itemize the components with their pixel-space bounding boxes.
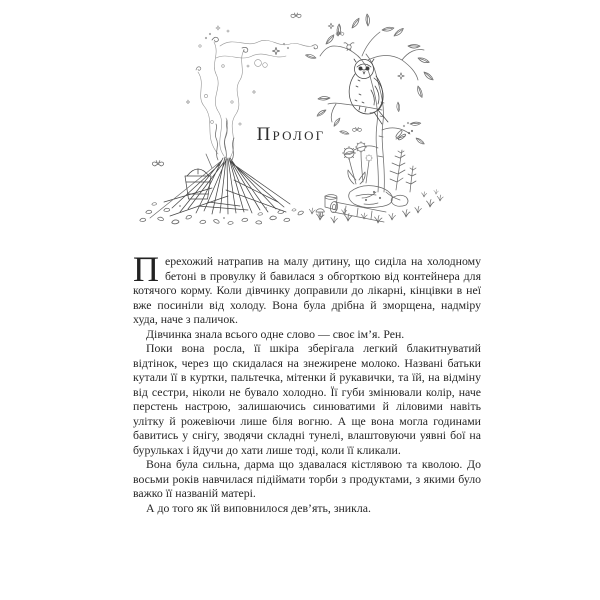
body-paragraph: [133, 249, 481, 327]
drop-cap: П: [133, 249, 159, 289]
bee-icon: [344, 43, 354, 51]
campfire-drawing: [164, 157, 290, 216]
body-paragraph: А до того як їй виповнилося дев’ять, зникла.: [146, 500, 371, 515]
chapter-title: Пролог: [256, 124, 326, 145]
dandelions-drawing: [342, 141, 372, 184]
body-paragraph: Поки вона росла, її шкіра зберігала легкий блакитнуватий відтінок, через що скидалася на знежирене молоко. Названі батьки кутали її в куртки, пальтечка, мітенки й рукавички, та їй, на відміну від сестри, ніколи не бувало холодно. Її губи змінювали колір, наче перстень настрою, залишаючись синюватими й ліловими навіть улітку й рожевіючи лише біля вогню. А ще вона могла годинами бавитись у снігу, зводячи складні тунелі, влаштовуючи уявні бої на бурульках і йдучи до хати лише тоді, коли її кликали.: [133, 341, 481, 457]
body-text: [133, 249, 481, 515]
body-paragraph: Дівчинка знала всього одне слово — своє ім’я. Рен.: [146, 326, 405, 341]
fern-drawing: [390, 150, 416, 192]
tree-drawing: [320, 32, 424, 200]
ground-debris: [140, 203, 304, 225]
fallen-log-drawing: [329, 201, 386, 222]
sparkle-stars-icon: [186, 23, 409, 127]
paragraph-text: ерехожий натрапив на малу дитину, що сиділа на холодному бетоні в провулку й бавилася з обгорткою від контейнера для котячого корму. Коли дівчинку доправили до лікарні, кінцівки в неї вже посиніли від холоду. Вона була дрібна й зморщена, надміру худа, наче з паличок.: [133, 254, 481, 326]
body-paragraph: Вона була сильна, дарма що здавалася кістлявою та кволою. До восьми років навчилася підіймати торби з продуктами, з якими було важко її названій матері.: [133, 457, 481, 500]
owl-icon: [349, 59, 388, 124]
